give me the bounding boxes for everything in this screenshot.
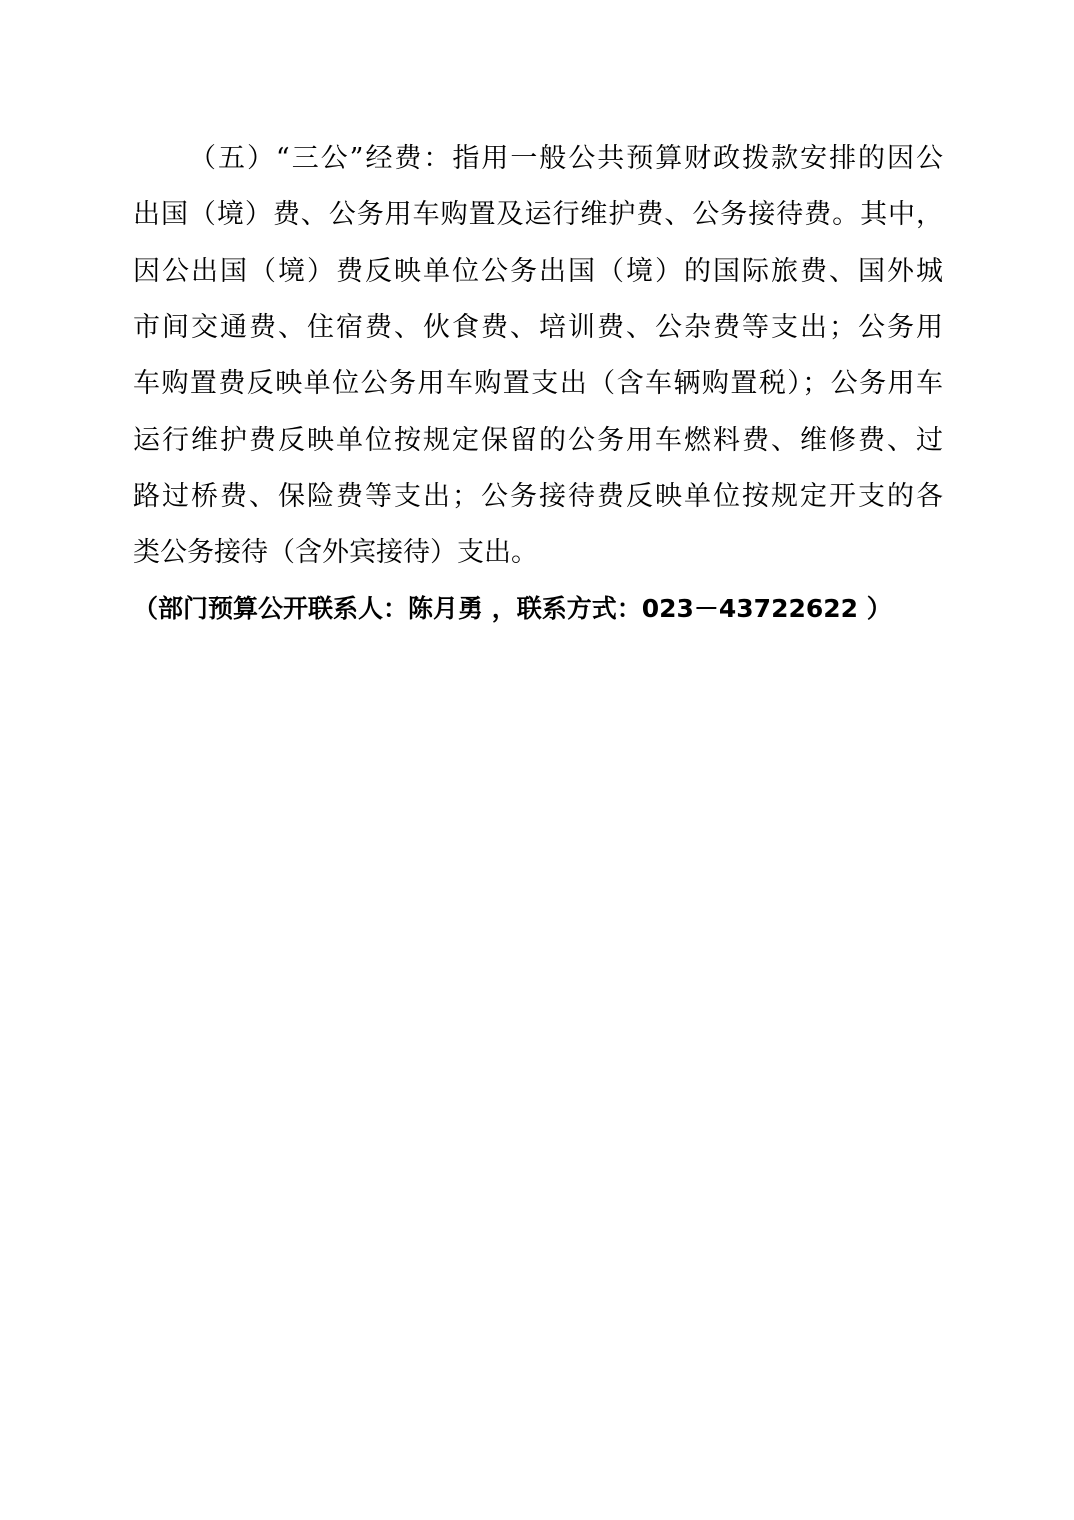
paragraph-line-4: 市间交通费、住宿费、伙食费、培训费、公杂费等支出；公务用 bbox=[133, 312, 943, 343]
contact-info-line: （部门预算公开联系人：陈月勇 ，联系方式：023－43722622 ） bbox=[133, 594, 892, 623]
paragraph-line-3: 因公出国（境）费反映单位公务出国（境）的国际旅费、国外城 bbox=[133, 256, 943, 287]
paragraph-line-7: 路过桥费、保险费等支出；公务接待费反映单位按规定开支的各 bbox=[133, 481, 943, 512]
paragraph-line-5: 车购置费反映单位公务用车购置支出（含车辆购置税）；公务用车 bbox=[133, 368, 943, 399]
paragraph-line-2: 出国（境）费、公务用车购置及运行维护费、公务接待费。其中， bbox=[133, 199, 943, 230]
paragraph-line-8: 类公务接待（含外宾接待）支出。 bbox=[133, 537, 538, 568]
paragraph-line-1: （五）“三公”经费：指用一般公共预算财政拨款安排的因公 bbox=[189, 143, 943, 174]
paragraph-line-6: 运行维护费反映单位按规定保留的公务用车燃料费、维修费、过 bbox=[133, 425, 943, 456]
